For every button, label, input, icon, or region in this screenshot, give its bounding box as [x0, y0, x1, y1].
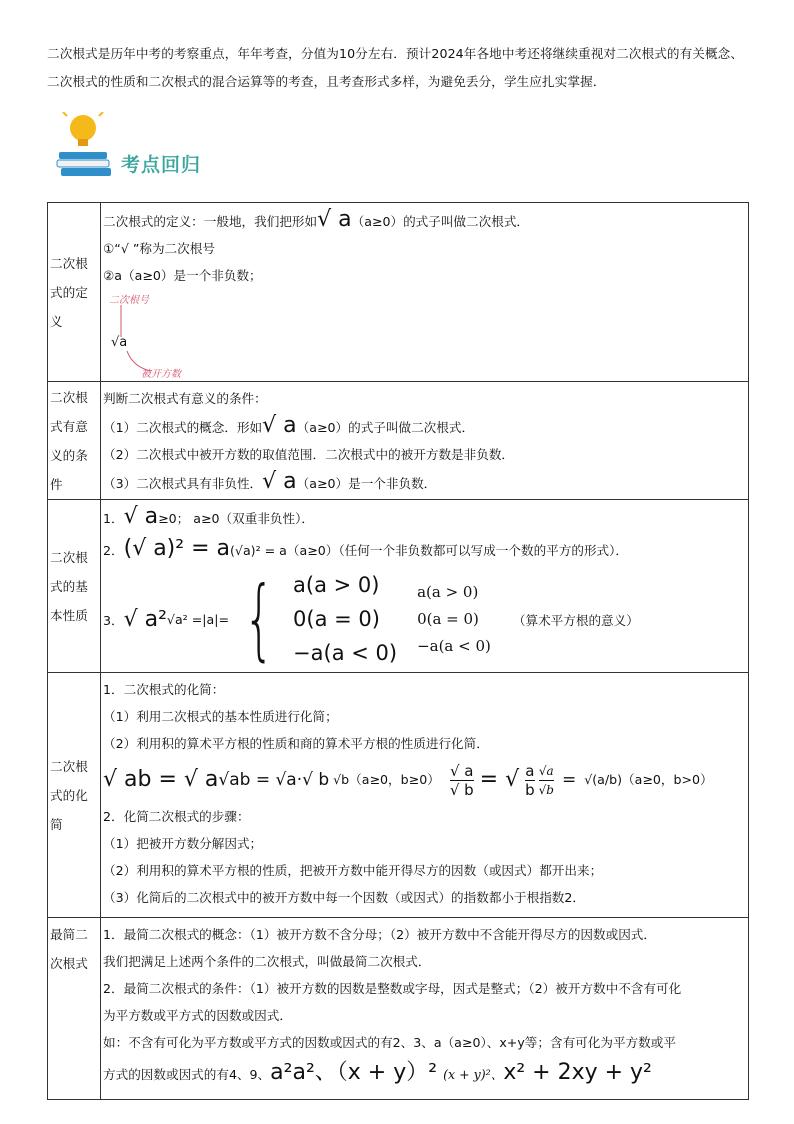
expr: (x + y)²、: [443, 1067, 504, 1082]
intro-paragraph: 二次根式是历年中考的考察重点，年年考查，分值为10分左右．预计2024年各地中考还将继续重视对二次根式的有关概念、二次根式的性质和二次根式的混合运算等的考查，且考查形式多样，为避免丢分，学生应扎实掌握．: [47, 46, 744, 89]
square-formula: (√ a)² = a: [123, 536, 230, 561]
text: 2．: [103, 543, 124, 558]
text: （a≥0）是一个非负数．: [296, 476, 437, 491]
expr: a²: [270, 1060, 293, 1085]
numerator: √ a: [449, 761, 474, 780]
meaning-line-2: [103, 412, 746, 441]
sqrt-symbol: √ a: [262, 413, 297, 438]
fraction: [450, 762, 474, 799]
formula-part: √ab = √a·√ b: [218, 770, 330, 790]
row-content: [101, 203, 749, 382]
formula-part: =: [561, 770, 577, 790]
text: 1．: [103, 511, 124, 526]
numerator: a: [525, 761, 535, 780]
simplify-line-5: 2．化简二次根式的步骤：: [103, 809, 250, 824]
basic-line-1: [103, 503, 746, 532]
sqrt-symbol: √ a²: [123, 606, 167, 632]
text: √a² =|a|=: [166, 611, 230, 627]
row-label: 二次根式的化简: [48, 673, 101, 918]
def-line-1: [103, 206, 746, 235]
row-content: [101, 500, 749, 673]
diagram-radical: √a: [111, 335, 128, 350]
formula-part: √ ab = √ a: [103, 767, 219, 792]
denominator: √b: [538, 782, 554, 797]
banner-title: 考点回归: [121, 154, 202, 176]
brace-icon: {: [243, 567, 275, 670]
denominator: b: [525, 780, 535, 799]
text: （a≥0）的式子叫做二次根式．: [351, 214, 530, 229]
text: （a≥0）的式子叫做二次根式．: [296, 420, 475, 435]
def-line-2: ①“√ ”称为二次根号: [103, 241, 215, 256]
row-label: 二次根式的基本性质: [48, 500, 101, 673]
simplest-line-6: [103, 1056, 746, 1092]
simplify-line-8: （3）化简后的二次根式中的被开方数中每一个因数（或因式）的指数都小于根指数2．: [103, 890, 585, 905]
row-content: [101, 382, 749, 500]
text: (√a)² = a（a≥0）（任何一个非负数都可以写成一个数的平方的形式）．: [230, 543, 629, 558]
case-item: a(a > 0): [417, 582, 479, 601]
basic-line-2: [103, 532, 746, 568]
text: 方式的因数或因式的有4、9、: [103, 1067, 271, 1082]
case-item: 0(a = 0): [417, 609, 479, 628]
annotation-radical-sign: 二次根号: [109, 295, 149, 306]
expr: x² + 2xy + y²: [503, 1060, 652, 1085]
table-row: [48, 500, 749, 673]
lightbulb-books-icon: [55, 112, 115, 182]
meaning-line-4: [103, 468, 746, 497]
text: ≥0； a≥0（双重非负性）．: [158, 511, 315, 526]
table-row: [48, 673, 749, 918]
fraction: [539, 762, 554, 799]
def-line-3: ②a（a≥0）是一个非负数；: [103, 268, 262, 283]
table-row: [48, 203, 749, 382]
sqrt-symbol: √ a: [317, 207, 352, 232]
text: （3）二次根式具有非负性．: [103, 476, 263, 491]
case-item: −a(a < 0): [293, 641, 398, 665]
simplify-line-6: （1）把被开方数分解因式；: [103, 836, 263, 851]
formula-part: = √: [479, 767, 520, 792]
simplify-line-2: （1）利用二次根式的基本性质进行化简；: [103, 709, 338, 724]
simplest-line-2: 我们把满足上述两个条件的二次根式，叫做最简二次根式．: [103, 954, 431, 969]
simplify-line-3: （2）利用积的算术平方根的性质和商的算术平方根的性质进行化简．: [103, 736, 489, 751]
note: （算术平方根的意义）: [512, 612, 639, 628]
table-row: [48, 918, 749, 1100]
formula-part: √(a/b)（a≥0，b>0）: [584, 772, 713, 787]
denominator: √ b: [449, 780, 474, 799]
cases-list: [293, 568, 397, 670]
basic-line-3: [103, 568, 746, 670]
knowledge-table: [47, 202, 749, 1100]
row-content: [101, 918, 749, 1100]
fraction: [525, 762, 535, 799]
text: （1）二次根式的概念．形如: [103, 420, 263, 435]
sqrt-symbol: √ a: [262, 469, 297, 494]
table-row: [48, 382, 749, 500]
simplify-line-7: （2）利用积的算术平方根的性质，把被开方数中能开得尽方的因数（或因式）都开出来；: [103, 863, 603, 878]
case-item: 0(a = 0): [293, 607, 380, 631]
section-banner: [55, 112, 255, 182]
simplest-line-5: 如：不含有可化为平方数或平方式的因数或因式的有2、3、a（a≥0）、x+y等；含有可化为平方数或平: [103, 1035, 676, 1050]
sqrt-symbol: √ a: [123, 504, 159, 529]
row-label: 二次根式有意义的条件: [48, 382, 101, 500]
annotation-radicand: 被开方数: [141, 369, 181, 380]
numerator: √a: [538, 763, 554, 778]
text: 3．: [103, 612, 124, 628]
simplify-line-1: 1．二次根式的化简：: [103, 682, 225, 697]
simplify-formula: [103, 757, 746, 803]
text: 二次根式的定义：一般地，我们把形如: [103, 214, 318, 229]
cases-list-alt: [417, 579, 491, 660]
row-content: [101, 673, 749, 918]
meaning-line-3: （2）二次根式中被开方数的取值范围．二次根式中的被开方数是非负数．: [103, 447, 515, 462]
case-item: −a(a < 0): [417, 636, 491, 655]
expr: a²、（x + y）²: [292, 1060, 438, 1085]
meaning-line-1: 判断二次根式有意义的条件：: [103, 391, 267, 406]
formula-part: √b（a≥0，b≥0）: [333, 772, 440, 787]
simplest-line-4: 为平方数或平方式的因数或因式．: [103, 1008, 292, 1023]
row-label: 二次根式的定义: [48, 203, 101, 382]
simplest-line-3: 2．最简二次根式的条件：（1）被开方数的因数是整数或字母，因式是整式；（2）被开方数中不含有可化: [103, 981, 682, 996]
case-item: a(a > 0): [293, 573, 380, 597]
row-label: 最简二次根式: [48, 918, 101, 1100]
sqrt-diagram: [103, 291, 746, 379]
simplest-line-1: 1．最简二次根式的概念：（1）被开方数不含分母；（2）被开方数中不含能开得尽方的因数或因式．: [103, 927, 656, 942]
